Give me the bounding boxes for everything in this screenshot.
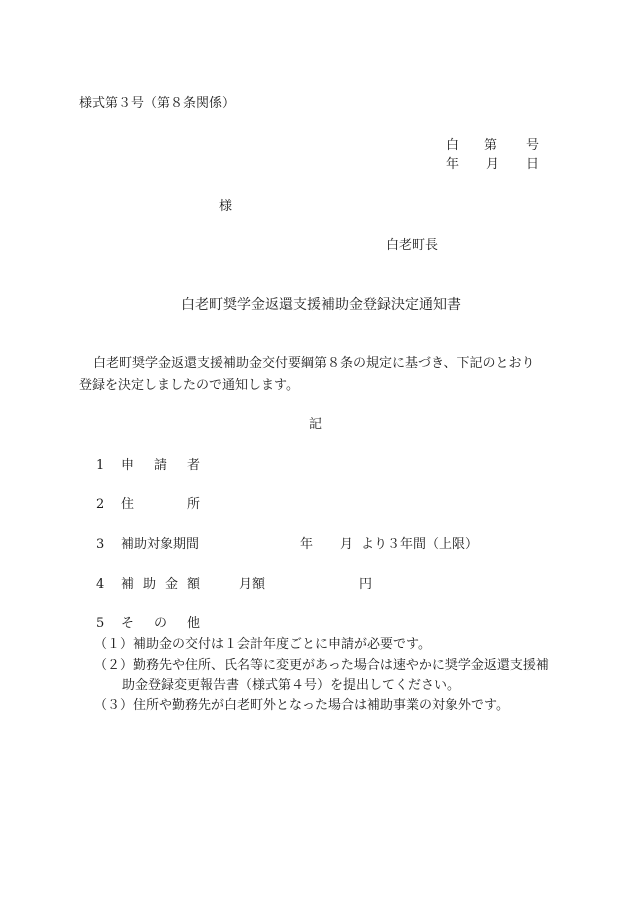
item-4-char-3: 金 bbox=[165, 577, 179, 592]
item-5-char-3: 他 bbox=[187, 616, 201, 631]
note-2-line-1: （２）勤務先や住所、氏名等に変更があった場合は速やかに奨学金返還支援補 bbox=[94, 658, 549, 673]
item-3-year: 年 bbox=[300, 537, 314, 552]
ki-heading: 記 bbox=[309, 417, 323, 432]
recipient-suffix: 様 bbox=[219, 199, 233, 214]
item-5-char-2: の bbox=[154, 616, 168, 631]
item-2-char-1: 住 bbox=[121, 497, 135, 512]
doc-number-prefix: 白 bbox=[446, 138, 460, 153]
note-3: （３）住所や勤務先が白老町外となった場合は補助事業の対象外です。 bbox=[94, 698, 509, 713]
date-day: 日 bbox=[526, 157, 540, 172]
item-3-label: 補助対象期間 bbox=[121, 537, 200, 552]
item-3-number: 3 bbox=[96, 537, 105, 552]
item-1-char-3: 者 bbox=[187, 458, 201, 473]
item-4-char-2: 助 bbox=[143, 577, 157, 592]
item-1-char-2: 請 bbox=[154, 458, 168, 473]
issuer: 白老町長 bbox=[386, 238, 439, 253]
body-line-2: 登録を決定しましたので通知します。 bbox=[79, 378, 299, 393]
item-3-suffix: より３年間（上限） bbox=[361, 537, 479, 552]
date-year: 年 bbox=[446, 157, 460, 172]
item-4-char-1: 補 bbox=[121, 577, 135, 592]
item-5-number: 5 bbox=[96, 616, 105, 631]
doc-number-dai: 第 bbox=[484, 138, 498, 153]
item-4-monthly: 月額 bbox=[239, 577, 266, 592]
note-2-line-2: 助金登録変更報告書（様式第４号）を提出してください。 bbox=[122, 678, 461, 693]
item-4-yen: 円 bbox=[359, 577, 373, 592]
item-4-char-4: 額 bbox=[187, 577, 201, 592]
item-2-char-2: 所 bbox=[187, 497, 201, 512]
item-2-number: 2 bbox=[96, 497, 105, 512]
date-month: 月 bbox=[486, 157, 500, 172]
form-label: 様式第３号（第８条関係） bbox=[79, 96, 236, 111]
body-line-1: 白老町奨学金返還支援補助金交付要綱第８条の規定に基づき、下記のとおり bbox=[93, 356, 535, 371]
doc-number-go: 号 bbox=[526, 138, 540, 153]
document-title: 白老町奨学金返還支援補助金登録決定通知書 bbox=[181, 297, 461, 313]
item-3-month: 月 bbox=[340, 537, 354, 552]
item-1-char-1: 申 bbox=[121, 458, 135, 473]
item-1-number: 1 bbox=[96, 458, 105, 473]
item-5-char-1: そ bbox=[121, 616, 135, 631]
item-4-number: 4 bbox=[96, 577, 105, 592]
note-1: （１）補助金の交付は１会計年度ごとに申請が必要です。 bbox=[94, 637, 431, 652]
